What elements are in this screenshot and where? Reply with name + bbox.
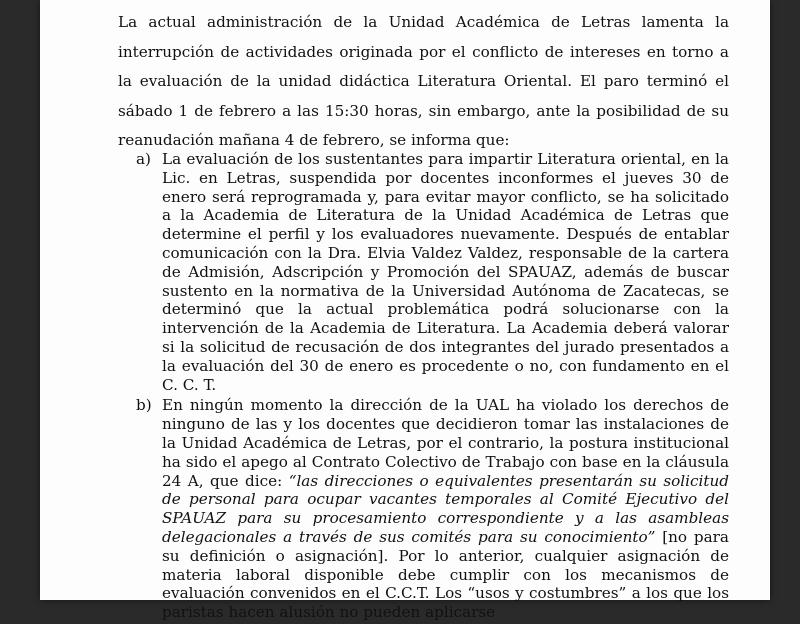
list-item-text: La evaluación de los sustentantes para impartir Literatura oriental, en la Lic. en Letras, suspendida por docentes inconformes el jueves 30 de enero será reprogramada y, para evitar mayor conflicto, se ha solicitado a la Academia de Literatura de la Unidad Académica de Letras que determine el perfil y los evaluadores nuevamente. Después de entablar comunicación con la Dra. Elvia Valdez Valdez, responsable de la cartera de Admisión, Adscripción y Promoción del SPAUAZ, además de buscar sustento en la normativa de la Universidad Autónoma de Zacatecas, se determinó que la actual problemática podrá solucionarse con la intervención de la Academia de Literatura. La Academia deberá valorar si la solicitud de recusación de dos integrantes del jurado presentados a la evaluación del 30 de enero es procedente o no, con fundamento en el C. C. T. [162,150,729,394]
intro-paragraph: La actual administración de la Unidad Académica de Letras lamenta la interrupción de actividades originada por el conflicto de intereses en torno a la evaluación de la unidad didáctica Literatura Oriental. El paro terminó el sábado 1 de febrero a las 15:30 horas, sin embargo, ante la posibilidad de su reanudación mañana 4 de febrero, se informa que: [118,13,729,149]
list-item-text: En ningún momento la dirección de la UAL ha violado los derechos de ninguno de las y los docentes que decidieron tomar las instalaciones de la Unidad Académica de Letras, por el contrario, la postura institucional ha sido el apego al Contrato Colectivo de Trabajo con base en la cláusula 24 A, que dice: [162,396,729,490]
list-marker: a) [136,150,151,168]
list-item-b [136,396,729,622]
document-page [40,0,770,622]
list-marker: b) [136,396,152,415]
clause-quote: “las direcciones o equivalentes presentarán su solicitud de personal para ocupar vacantes temporales al Comité Ejecutivo del SPAUAZ para su procesamiento correspondiente y a las asambleas delegacionales a través de sus comités para su conocimiento” [162,471,729,546]
list-item-text-continued: [no para su definición o asignación]. Por lo anterior, cualquier asignación de materia laboral disponible debe cumplir con los mecanismos de evaluación convenidos en el C.C.T. Los “usos y costumbres” a los que los paristas hacen alusión no pueden aplicarse [162,527,729,622]
list-item-a [136,150,729,394]
announcement-list [136,150,729,624]
